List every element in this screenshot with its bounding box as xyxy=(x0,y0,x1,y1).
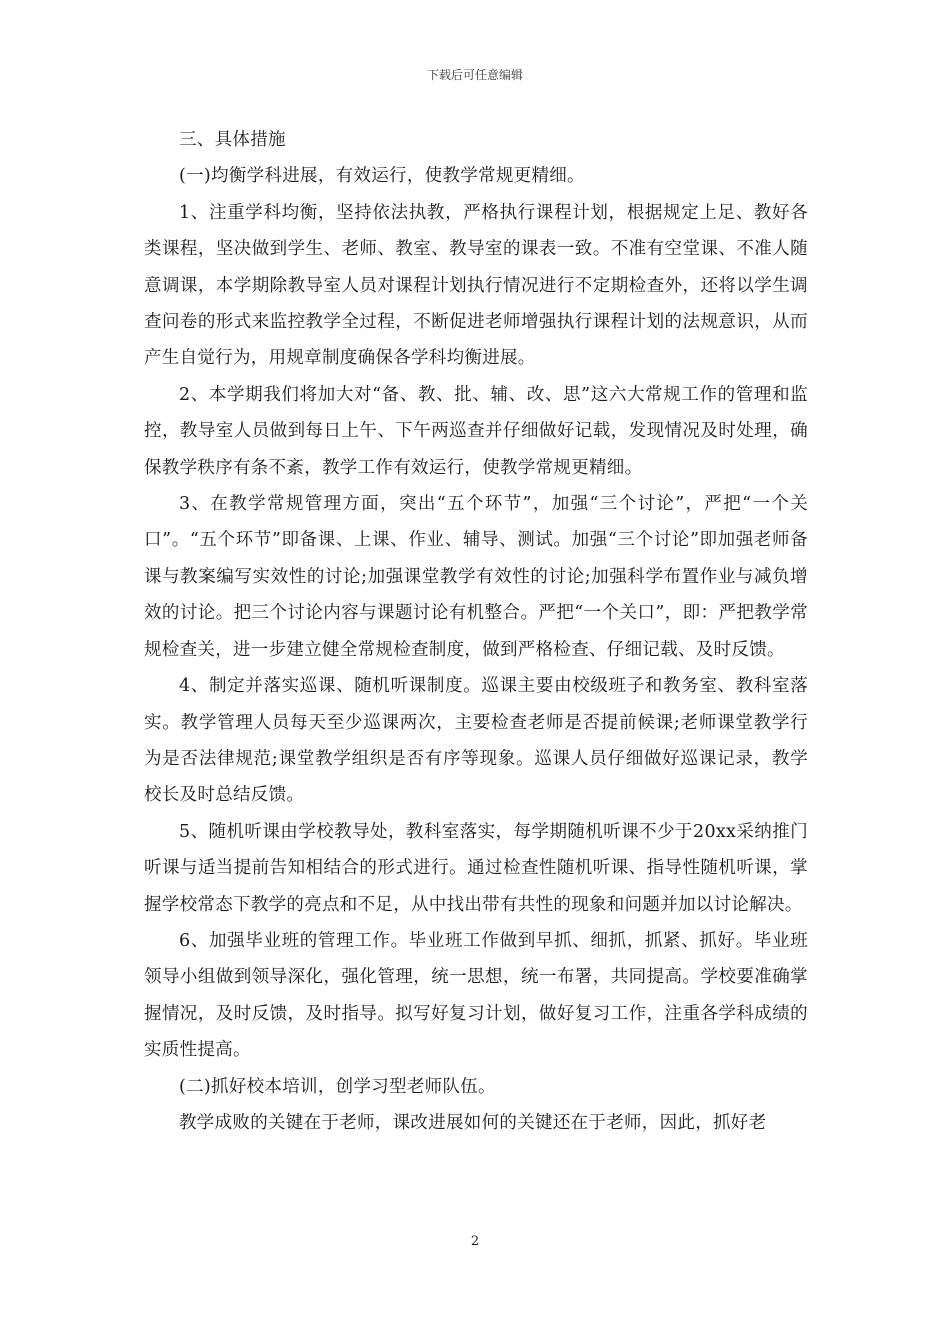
paragraph: 2、本学期我们将加大对“备、教、批、辅、改、思”这六大常规工作的管理和监控，教导室人员做到每日上午、下午两巡查并仔细做好记载，发现情况及时处理，确保教学秩序有条不紊，教学工作有效运行，使教学常规更精细。 xyxy=(144,384,808,478)
section-heading: 三、具体措施 xyxy=(179,130,286,150)
page-number: 2 xyxy=(470,1234,480,1249)
header-note: 下载后可任意编辑 xyxy=(426,68,523,82)
paragraph: 4、制定并落实巡课、随机听课制度。巡课主要由校级班子和教务室、教科室落实。教学管理人员每天至少巡课两次，主要检查老师是否提前候课;老师课堂教学行为是否法律规范;课堂教学组织是否有序等现象。巡课人员仔细做好巡课记录，教学校长及时总结反馈。 xyxy=(144,676,808,806)
paragraph: 5、随机听课由学校教导处，教科室落实，每学期随机听课不少于20xx采纳推门听课与适当提前告知相结合的形式进行。通过检查性随机听课、指导性随机听课，掌握学校常态下教学的亮点和不足，从中找出带有共性的现象和问题并加以讨论解决。 xyxy=(144,821,808,915)
paragraph: 6、加强毕业班的管理工作。毕业班工作做到早抓、细抓，抓紧、抓好。毕业班领导小组做到领导深化，强化管理，统一思想，统一布署，共同提高。学校要准确掌握情况，及时反馈，及时指导。拟写好复习计划，做好复习工作，注重各学科成绩的实质性提高。 xyxy=(144,930,808,1061)
paragraph: 教学成败的关键在于老师，课改进展如何的关键还在于老师，因此，抓好老 xyxy=(179,1112,767,1133)
subsection-heading: (一)均衡学科进展，有效运行，使教学常规更精细。 xyxy=(179,166,585,187)
paragraph: 3、在教学常规管理方面，突出“五个环节”，加强“三个讨论”，严把“一个关口”。“五个环节”即备课、上课、作业、辅导、测试。加强“三个讨论”即加强老师备课与教案编写实效性的讨论;加强课堂教学有效性的讨论;加强科学布置作业与减负增效的讨论。把三个讨论内容与课题讨论有机整合。严把“一个关口”，即：严把教学常规检查关，进一步建立健全常规检查制度，做到严格检查、仔细记载、及时反馈。 xyxy=(144,494,808,660)
paragraph: 1、注重学科均衡，坚持依法执教，严格执行课程计划，根据规定上足、教好各类课程，坚决做到学生、老师、教室、教导室的课表一致。不准有空堂课、不准人随意调课，本学期除教导室人员对课程计划执行情况进行不定期检查外，还将以学生调查问卷的形式来监控教学全过程，不断促进老师增强执行课程计划的法规意识，从而产生自觉行为，用规章制度确保各学科均衡进展。 xyxy=(144,202,808,369)
subsection-heading: (二)抓好校本培训，创学习型老师队伍。 xyxy=(179,1076,496,1097)
document-body xyxy=(144,122,808,1141)
